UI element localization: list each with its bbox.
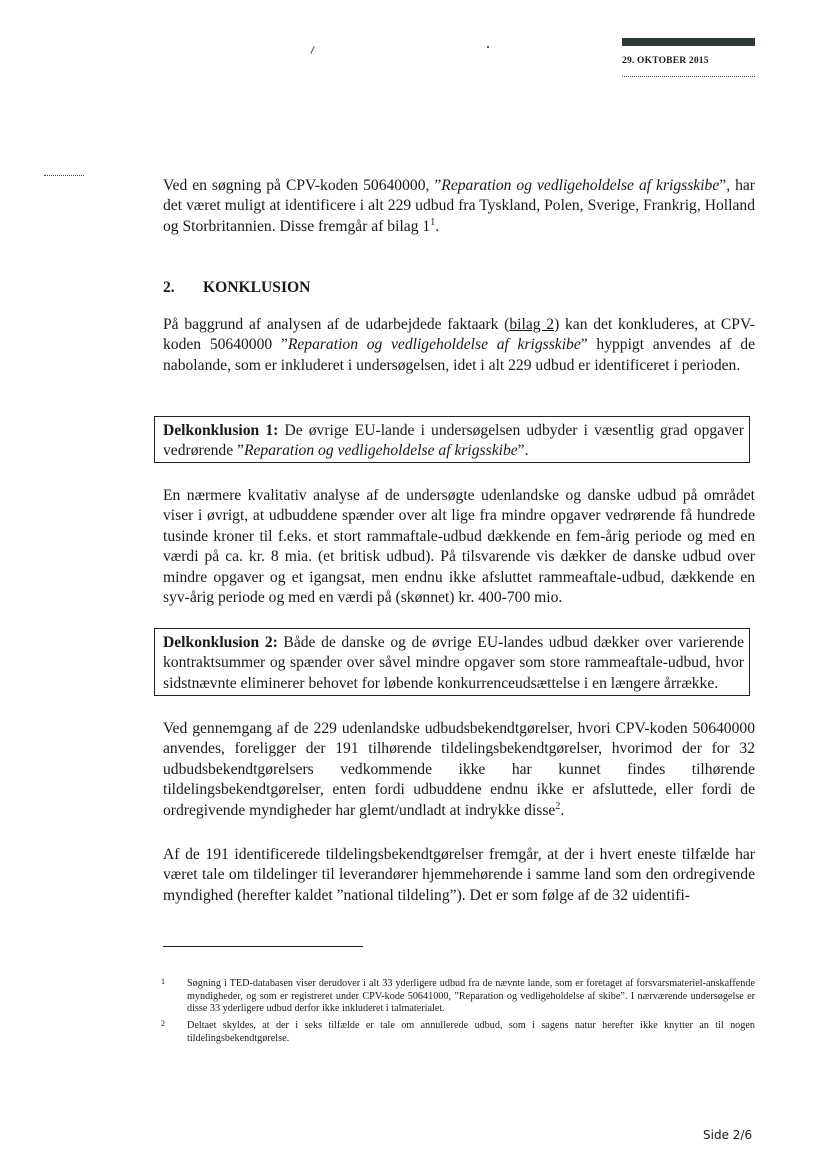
text-run: . [435, 217, 440, 235]
bilag-2-link[interactable]: bilag 2 [509, 316, 555, 333]
scan-speck [487, 46, 489, 48]
page-number: Side 2/6 [703, 1128, 753, 1142]
text-run: Ved gennemgang af de 229 udenlandske udbudsbekendtgørelser, hvori CPV-koden 50640000 anvendes, foreligger der 191 tilhørende tildelingsbekendtgørelser, hvorimod der for 32 udbudsbekendtgørelsers vedkommende ikke har kunnet findes tilhørende tildelingsbekendtgørelser, enten fordi udbuddene endnu ikke er afsluttede, eller fordi de ordregivende myndigheder har glemt/undladt at indrykke disse [163, 720, 755, 819]
section-number: 2. [163, 279, 175, 296]
text-run: ) kan det konkluderes, at CPV-koden 50640000 ” [163, 316, 755, 354]
scan-speck [310, 46, 314, 54]
footnote-mark: 2 [161, 1019, 165, 1028]
conclusion-label: Delkonklusion 1: [163, 422, 279, 439]
section-title: KONKLUSION [203, 279, 311, 296]
text-run: Ved en søgning på CPV-koden 50640000, ” [163, 177, 442, 194]
text-run: ”, har det været muligt at identificere i alt 229 udbud fra Tyskland, Polen, Sverige, Frankrig, Holland og Storbritannien. Disse fremgår af bilag 1 [163, 177, 755, 235]
footnote-2 [161, 1020, 755, 1045]
margin-mark [44, 175, 84, 176]
paragraph-cpv-search [163, 176, 755, 237]
paragraph-qualitative-analysis: En nærmere kvalitativ analyse af de undersøgte udenlandske og danske udbud på området viser i øvrigt, at udbuddene spænder over alt lige fra mindre opgaver vedrørende få hundrede tusinde kroner til f.eks. et stort rammaftale-udbud dækkende en fem-årig periode og med en værdi på ca. kr. 8 mia. (et britisk udbud). På tilsvarende vis dækker de danske udbud over mindre opgaver og et igangsat, men endnu ikke afsluttet rammeaftale-udbud, dækkende en syv-årig periode og med en værdi på (skønnet) kr. 400-700 mio. [163, 487, 755, 607]
footnote-divider [163, 946, 363, 947]
footnote-1 [161, 978, 755, 1016]
paragraph-analysis [163, 315, 755, 376]
paragraph-review [163, 719, 755, 821]
footnote-text: Deltaet skyldes, at der i seks tilfælde er tale om annullerede udbud, som i sagens natur herefter ikke knytter an til nogen tildelingsbekendtgørelse. [187, 1020, 755, 1044]
footnote-text: Søgning i TED-databasen viser derudover i alt 33 yderligere udbud fra de nævnte lande, som er foretaget af forsvarsmateriel-anskaffende myndigheder, og som er registreret under CPV-kode 50641000, ”Reparation og vedligeholdelse af skibe”. I nærværende undersøgelse er disse 33 yderligere udbud derfor ikke inkluderet i talmaterialet. [187, 978, 755, 1015]
footnote-ref-1[interactable]: 1 [430, 216, 436, 228]
text-run: . [560, 801, 565, 819]
conclusion-box-2 [154, 628, 750, 696]
text-run: De øvrige EU-lande i undersøgelsen udbyder i væsentlig grad opgaver vedrørende ” [163, 422, 745, 460]
header-bar [622, 38, 755, 46]
conclusion-label: Delkonklusion 2: [163, 634, 278, 651]
cpv-title-italic: Reparation og vedligeholdelse af krigsskibe [287, 336, 581, 354]
section-heading [163, 279, 310, 297]
cpv-title-italic: Reparation og vedligeholdelse af krigsskibe [243, 442, 518, 460]
footnote-ref-2[interactable]: 2 [555, 800, 561, 812]
text-run: Både de danske og de øvrige EU-landes udbud dækker over varierende kontraktsummer og spænder over såvel mindre opgaver som store rammeaftale-udbud, hvor sidstnævnte eliminerer behovet for løbende konkurrenceudsættelse i en længere årrække. [163, 634, 744, 692]
text-run: På baggrund af analysen af de udarbejdede faktaark ( [163, 316, 510, 333]
footnote-mark: 1 [161, 977, 165, 986]
text-run: ” hyppigt anvendes af de nabolande, som er inkluderet i undersøgelsen, idet i alt 229 udbud er identificeret i perioden. [163, 336, 756, 374]
date-underline [622, 76, 755, 77]
text-run: ”. [517, 442, 529, 460]
paragraph-award-notices: Af de 191 identificerede tildelingsbekendtgørelser fremgår, at der i hvert eneste tilfælde har været tale om tildelinger til leverandører hjemmehørende i samme land som den ordregivende myndighed (herefter kaldet ”national tildeling”). Det er som følge af de 32 uidentifi- [163, 846, 755, 904]
cpv-title-italic: Reparation og vedligeholdelse af krigsskibe [441, 177, 720, 194]
document-date: 29. OKTOBER 2015 [622, 56, 709, 66]
conclusion-box-1 [154, 416, 750, 463]
